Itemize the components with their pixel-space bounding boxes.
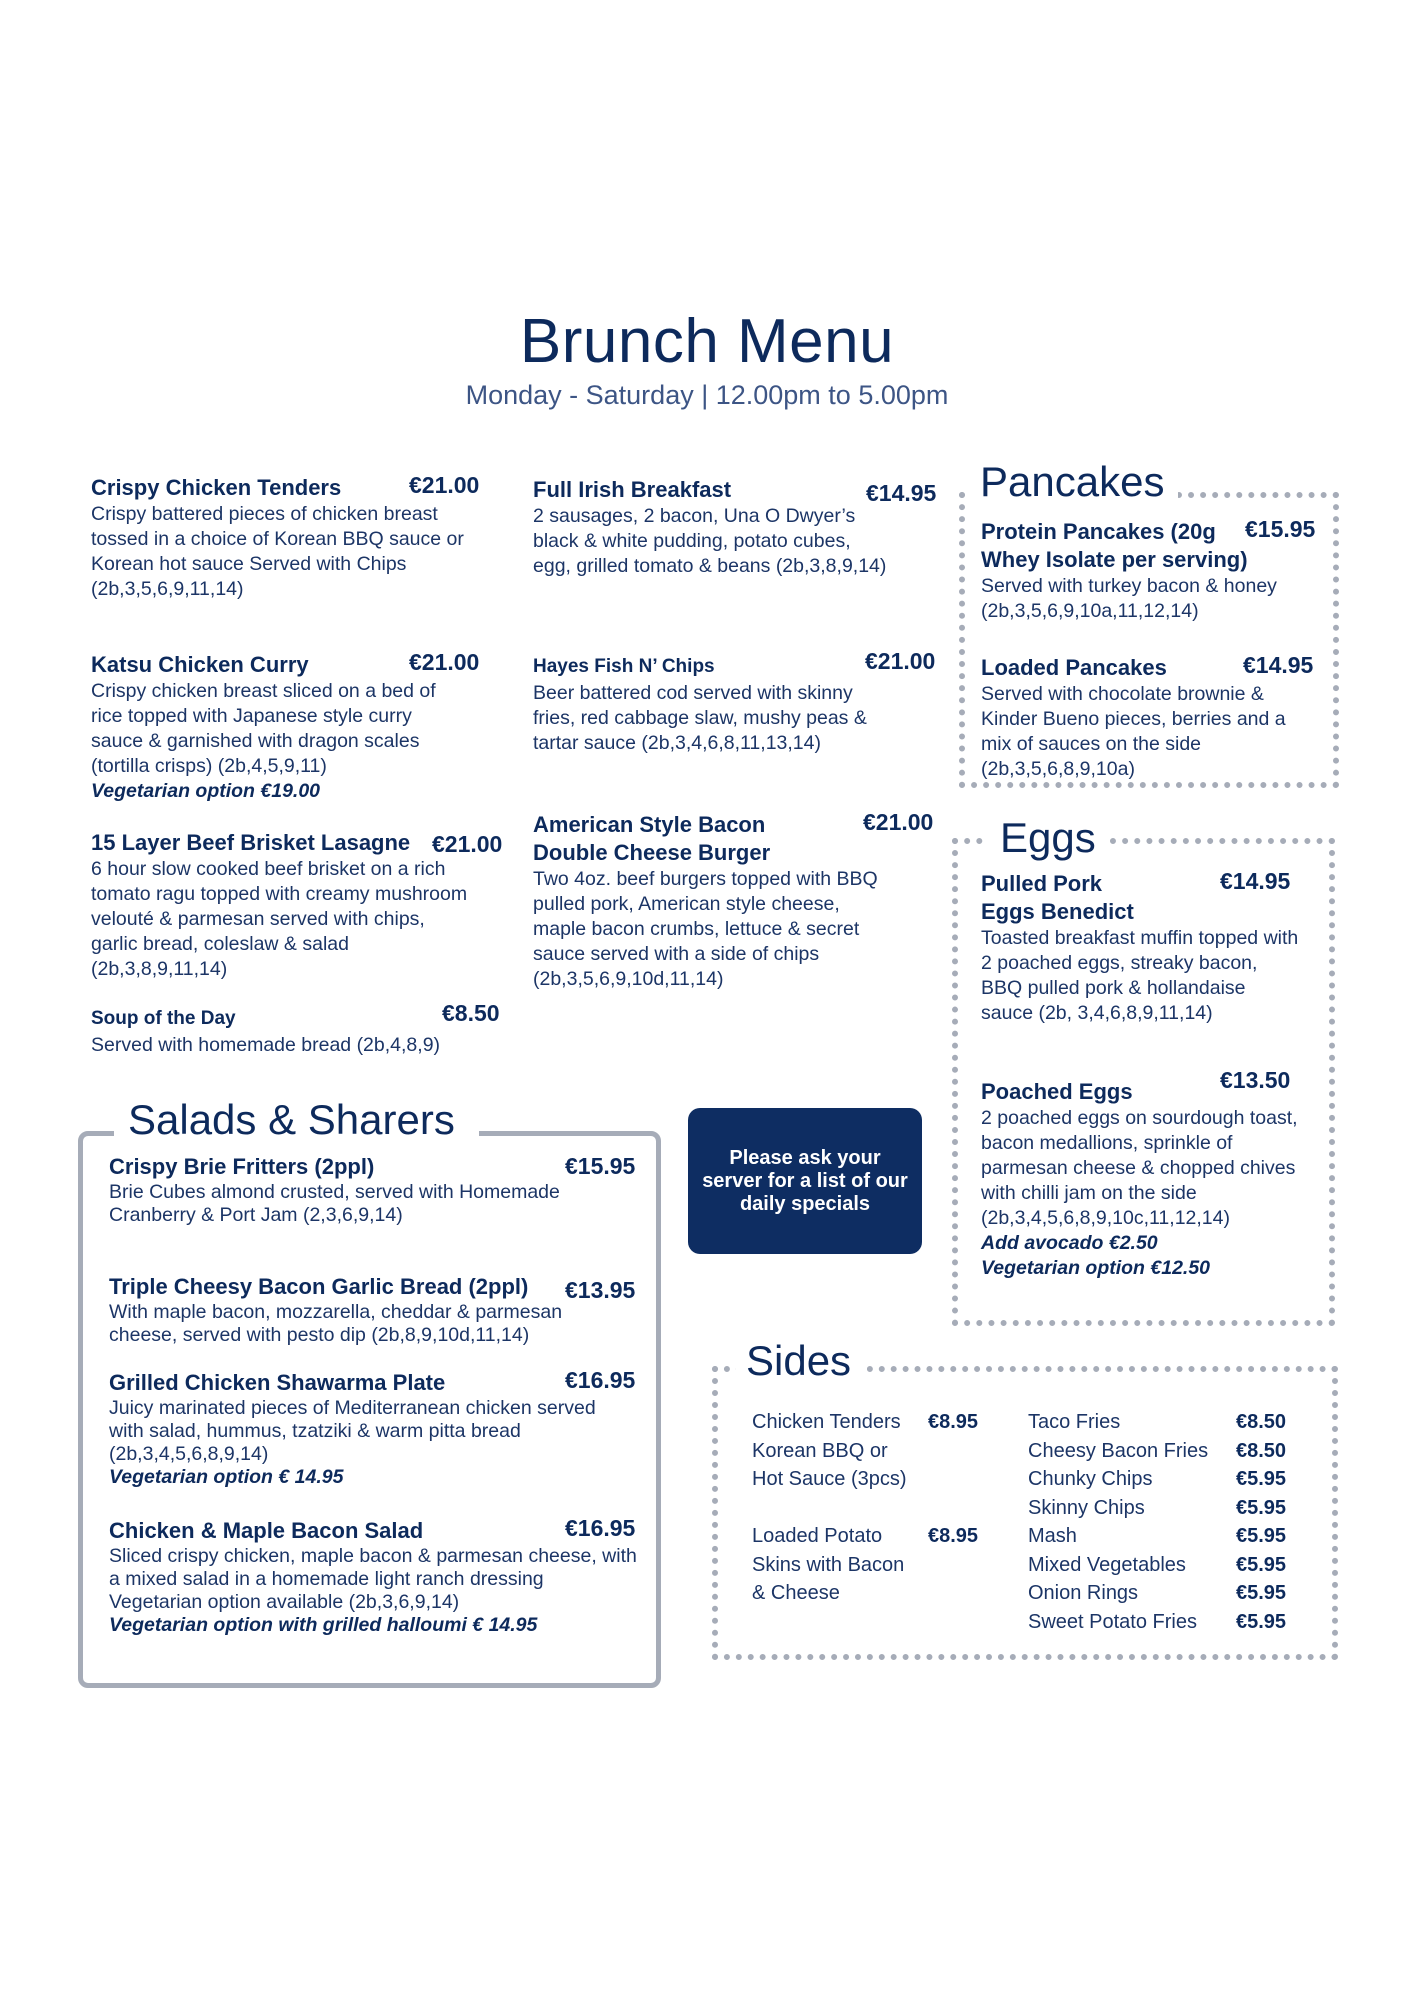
side-spacer xyxy=(752,1494,997,1523)
vegetarian-option: Vegetarian option €19.00 xyxy=(91,780,321,802)
page-title: Brunch Menu xyxy=(519,307,895,376)
item-price: €15.95 xyxy=(1245,516,1316,542)
side-item xyxy=(752,1522,997,1551)
item-name-line2: Double Cheese Burger xyxy=(533,840,771,865)
menu-item-protein-pancakes xyxy=(981,518,1326,624)
item-price: €21.00 xyxy=(865,648,936,674)
menu-item-loaded-pancakes xyxy=(981,654,1321,782)
side-item xyxy=(1028,1494,1303,1523)
item-description: With maple bacon, mozzarella, cheddar & parmesan cheese, served with pesto dip (2b,8,9,10d,11,14) xyxy=(109,1301,563,1346)
menu-item-burger xyxy=(533,809,934,992)
side-price: €5.95 xyxy=(1236,1553,1287,1576)
side-item xyxy=(1028,1465,1303,1494)
daily-specials-notice: Please ask your server for a list of our daily specials xyxy=(688,1108,922,1254)
side-name: Loaded Potato xyxy=(752,1525,883,1547)
side-item xyxy=(1028,1551,1303,1580)
side-item xyxy=(752,1437,997,1466)
item-name: Chicken & Maple Bacon Salad xyxy=(109,1518,424,1543)
menu-item-lasagne xyxy=(91,829,503,982)
menu-item-katsu-chicken-curry xyxy=(91,649,480,804)
side-price: €8.95 xyxy=(928,1411,979,1433)
item-description: Beer battered cod served with skinny fries, red cabbage slaw, mushy peas & tartar sauce (2b,3,4,6,8,11,13,14) xyxy=(533,682,867,754)
side-item xyxy=(752,1465,997,1494)
side-name: Taco Fries xyxy=(1028,1411,1121,1433)
side-name: Mixed Vegetables xyxy=(1028,1553,1186,1576)
menu-item-shawarma xyxy=(109,1369,644,1489)
item-name: 15 Layer Beef Brisket Lasagne xyxy=(91,830,411,855)
menu-item-crispy-chicken-tenders xyxy=(91,474,491,602)
side-item xyxy=(1028,1522,1303,1551)
menu-item-poached-eggs xyxy=(981,1067,1326,1281)
item-description: Sliced crispy chicken, maple bacon & parmesan cheese, with a mixed salad in a homemade light ranch dressing Vegetarian option available (2b,3,6,9,14) xyxy=(109,1545,637,1613)
item-name: Crispy Chicken Tenders xyxy=(91,475,342,500)
sides-title: Sides xyxy=(736,1337,867,1385)
item-name: Triple Cheesy Bacon Garlic Bread (2ppl) xyxy=(109,1274,529,1299)
item-description: Juicy marinated pieces of Mediterranean chicken served with salad, hummus, tzatziki & warm pitta bread (2b,3,4,5,6,8,9,14) xyxy=(109,1397,596,1465)
item-price: €8.50 xyxy=(442,1000,500,1026)
side-name: & Cheese xyxy=(752,1582,840,1604)
sides-left-list xyxy=(752,1408,997,1608)
item-description: Two 4oz. beef burgers topped with BBQ pulled pork, American style cheese, maple bacon crumbs, lettuce & secret sauce served with a side of chips (2b,3,5,6,9,10d,11,14) xyxy=(533,868,878,990)
side-name: Chunky Chips xyxy=(1028,1468,1153,1490)
item-price: €21.00 xyxy=(409,472,480,498)
item-name: Loaded Pancakes xyxy=(981,655,1167,680)
item-name: Grilled Chicken Shawarma Plate xyxy=(109,1370,446,1395)
item-description: 2 sausages, 2 bacon, Una O Dwyer’s black & white pudding, potato cubes, egg, grilled tomato & beans (2b,3,8,9,14) xyxy=(533,505,887,577)
item-description: Served with turkey bacon & honey (2b,3,5,6,9,10a,11,12,14) xyxy=(981,575,1277,622)
item-price: €16.95 xyxy=(565,1367,636,1393)
vegetarian-option: Vegetarian option with grilled halloumi € 14.95 xyxy=(109,1614,538,1636)
item-name: American Style Bacon xyxy=(533,812,766,837)
item-name: Crispy Brie Fritters (2ppl) xyxy=(109,1154,375,1179)
side-name: Korean BBQ or xyxy=(752,1439,888,1462)
side-name: Cheesy Bacon Fries xyxy=(1028,1439,1209,1462)
vegetarian-option: Vegetarian option €12.50 xyxy=(981,1257,1211,1279)
side-name: Chicken Tenders xyxy=(752,1411,901,1433)
menu-item-brie-fritters xyxy=(109,1153,644,1227)
side-item xyxy=(1028,1579,1303,1608)
side-item xyxy=(1028,1437,1303,1466)
side-item xyxy=(752,1408,997,1437)
item-price: €14.95 xyxy=(1220,868,1291,894)
side-price: €5.95 xyxy=(1236,1525,1287,1547)
side-name: Skins with Bacon xyxy=(752,1553,905,1576)
menu-item-full-irish xyxy=(533,476,937,579)
sides-right-list xyxy=(1028,1408,1303,1636)
item-price: €21.00 xyxy=(432,831,503,857)
item-name: Hayes Fish N’ Chips xyxy=(533,656,715,677)
menu-item-eggs-benedict xyxy=(981,870,1326,1026)
item-description: Served with chocolate brownie & Kinder Bueno pieces, berries and a mix of sauces on the side (2b,3,5,6,8,9,10a) xyxy=(981,683,1286,780)
side-name: Mash xyxy=(1028,1525,1077,1547)
side-price: €8.50 xyxy=(1236,1439,1287,1462)
side-name: Sweet Potato Fries xyxy=(1028,1610,1197,1633)
item-name: Pulled Pork xyxy=(981,871,1103,896)
item-description: Crispy battered pieces of chicken breast tossed in a choice of Korean BBQ sauce or Korean hot sauce Served with Chips (2b,3,5,6,9,11,14) xyxy=(91,503,464,600)
item-price: €21.00 xyxy=(863,809,934,835)
item-name-line2: Eggs Benedict xyxy=(981,899,1134,924)
pancakes-title: Pancakes xyxy=(970,458,1178,506)
item-price: €21.00 xyxy=(409,649,480,675)
side-price: €5.95 xyxy=(1236,1582,1287,1604)
side-item xyxy=(1028,1408,1303,1437)
item-name: Full Irish Breakfast xyxy=(533,477,732,502)
eggs-title: Eggs xyxy=(988,814,1106,862)
menu-item-soup xyxy=(91,1000,511,1058)
side-name: Skinny Chips xyxy=(1028,1496,1145,1519)
item-description: 6 hour slow cooked beef brisket on a rich tomato ragu topped with creamy mushroom velouté & parmesan served with chips, garlic bread, coleslaw & salad (2b,3,8,9,11,14) xyxy=(91,858,468,980)
side-name: Hot Sauce (3pcs) xyxy=(752,1468,907,1490)
item-description: Served with homemade bread (2b,4,8,9) xyxy=(91,1034,441,1056)
item-name: Protein Pancakes (20g Whey Isolate per serving) xyxy=(981,519,1248,572)
item-description: Toasted breakfast muffin topped with 2 poached eggs, streaky bacon, BBQ pulled pork & hollandaise sauce (2b, 3,4,6,8,9,11,14) xyxy=(981,927,1299,1024)
menu-item-maple-bacon-salad xyxy=(109,1517,644,1637)
menu-item-garlic-bread xyxy=(109,1273,644,1347)
item-description: Brie Cubes almond crusted, served with Homemade Cranberry & Port Jam (2,3,6,9,14) xyxy=(109,1181,560,1226)
item-name: Katsu Chicken Curry xyxy=(91,652,309,677)
vegetarian-option: Vegetarian option € 14.95 xyxy=(109,1466,344,1488)
item-price: €14.95 xyxy=(866,480,937,506)
item-price: €13.95 xyxy=(565,1277,636,1303)
item-price: €13.50 xyxy=(1220,1067,1291,1093)
opening-hours: Monday - Saturday | 12.00pm to 5.00pm xyxy=(465,380,949,410)
menu-item-fish-chips xyxy=(533,648,936,756)
side-name: Onion Rings xyxy=(1028,1582,1139,1604)
side-price: €8.95 xyxy=(928,1525,979,1547)
side-item xyxy=(752,1551,997,1580)
item-price: €15.95 xyxy=(565,1153,636,1179)
item-description: 2 poached eggs on sourdough toast, bacon medallions, sprinkle of parmesan cheese & chopped chives with chilli jam on the side (2b,3,4,5,6,8,9,10c,11,12,14) xyxy=(981,1107,1298,1229)
side-price: €5.95 xyxy=(1236,1468,1287,1490)
side-price: €8.50 xyxy=(1236,1411,1287,1433)
item-description: Crispy chicken breast sliced on a bed of rice topped with Japanese style curry sauce & garnished with dragon scales (tortilla crisps) (2b,4,5,9,11) xyxy=(91,680,436,777)
side-price: €5.95 xyxy=(1236,1496,1287,1519)
salads-title: Salads & Sharers xyxy=(114,1096,479,1144)
item-name: Poached Eggs xyxy=(981,1079,1133,1104)
add-avocado: Add avocado €2.50 xyxy=(981,1232,1158,1254)
item-price: €16.95 xyxy=(565,1515,636,1541)
item-price: €14.95 xyxy=(1243,652,1314,678)
side-price: €5.95 xyxy=(1236,1610,1287,1633)
item-name: Soup of the Day xyxy=(91,1008,236,1029)
side-item xyxy=(752,1579,997,1608)
side-item xyxy=(1028,1608,1303,1637)
